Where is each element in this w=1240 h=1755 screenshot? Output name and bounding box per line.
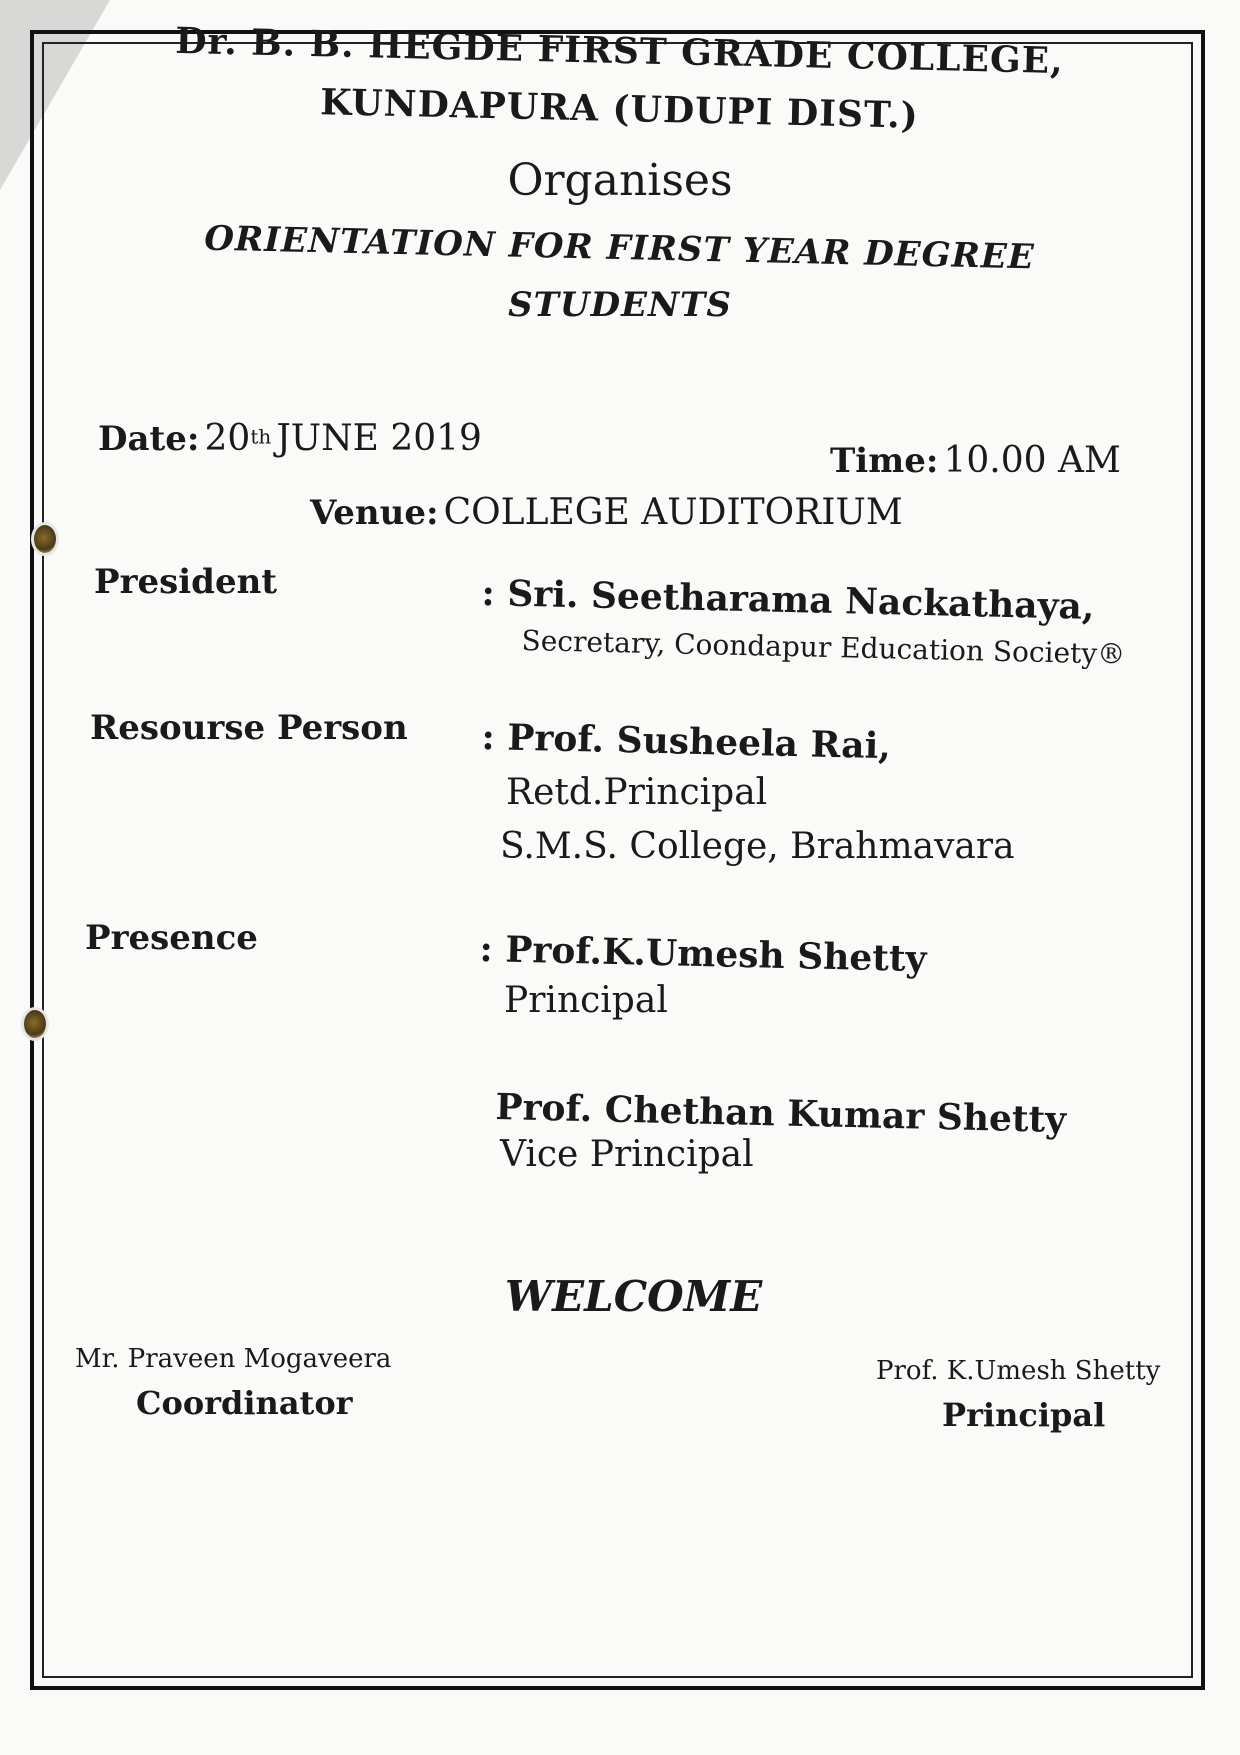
date-row: [98, 418, 482, 459]
president-label: President: [94, 562, 277, 602]
punch-hole-top: [34, 525, 56, 553]
presence2-name: Prof. Chethan Kumar Shetty: [495, 1086, 1067, 1141]
coordinator-role: Coordinator: [136, 1384, 353, 1422]
coordinator-name: Mr. Praveen Mogaveera: [75, 1344, 392, 1374]
presence-label: Presence: [85, 918, 258, 958]
venue-row: [310, 492, 903, 533]
venue-value: COLLEGE AUDITORIUM: [443, 492, 903, 533]
resource-person-title1: Retd.Principal: [506, 772, 768, 813]
presence1-title: Principal: [504, 980, 668, 1021]
event-title-line2: STUDENTS: [508, 285, 732, 325]
date-day: 20: [204, 418, 251, 459]
event-title-line1: ORIENTATION FOR FIRST YEAR DEGREE: [203, 218, 1036, 278]
resource-person-title2: S.M.S. College, Brahmavara: [500, 826, 1015, 867]
presence1-name: : Prof.K.Umesh Shetty: [479, 928, 927, 981]
time-row: [830, 440, 1121, 481]
president-name: : Sri. Seetharama Nackathaya,: [481, 572, 1095, 628]
date-suffix: th: [250, 424, 272, 449]
time-value: 10.00 AM: [943, 440, 1121, 481]
organises-text: Organises: [507, 155, 733, 206]
venue-label: Venue:: [310, 493, 439, 533]
resource-person-label: Resourse Person: [90, 708, 408, 748]
date-rest: JUNE 2019: [276, 418, 482, 459]
time-label: Time:: [830, 441, 939, 481]
resource-person-name: : Prof. Susheela Rai,: [481, 716, 892, 768]
punch-hole-bottom: [24, 1010, 46, 1038]
presence2-title: Vice Principal: [500, 1134, 754, 1175]
college-name-line1: Dr. B. B. HEGDE FIRST GRADE COLLEGE,: [174, 19, 1065, 83]
date-label: Date:: [98, 419, 200, 459]
principal-name: Prof. K.Umesh Shetty: [876, 1356, 1161, 1386]
welcome-text: WELCOME: [505, 1272, 763, 1321]
president-title: Secretary, Coondapur Education Society®: [521, 624, 1126, 671]
principal-role: Principal: [942, 1396, 1106, 1434]
college-name-line2: KUNDAPURA (UDUPI DIST.): [319, 81, 920, 137]
